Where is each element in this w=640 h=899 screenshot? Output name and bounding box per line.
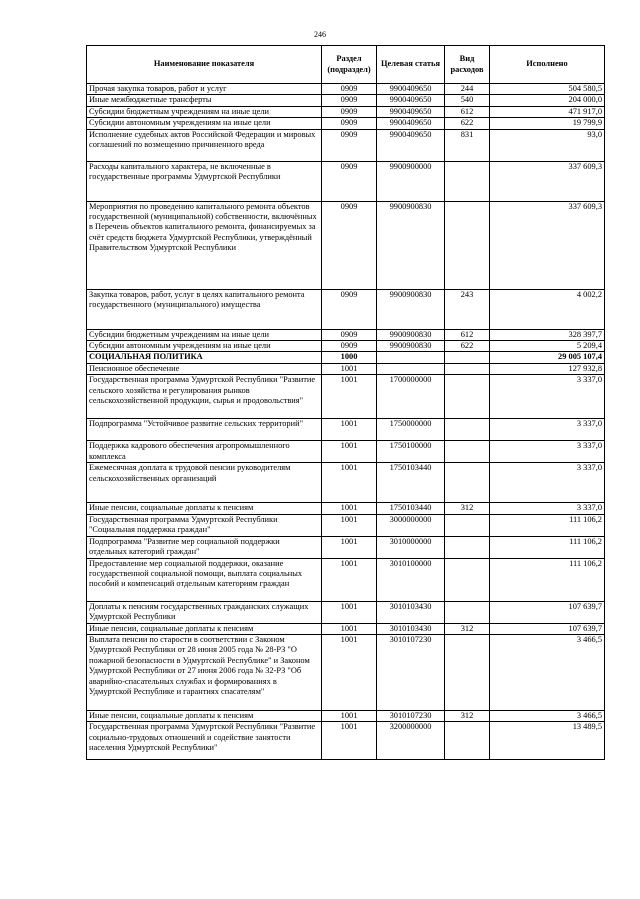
row-section: 0909: [322, 118, 377, 129]
page-number: 246: [314, 30, 326, 39]
row-target: 3010000000: [377, 536, 445, 558]
row-target: [377, 352, 445, 363]
row-target: 3010100000: [377, 558, 445, 601]
row-target: [377, 363, 445, 374]
table-row: [87, 514, 605, 536]
row-target: 3000000000: [377, 514, 445, 536]
row-type: 622: [445, 341, 490, 352]
row-section: 1001: [322, 419, 377, 441]
row-type: [445, 514, 490, 536]
row-target: 9900900830: [377, 329, 445, 340]
row-type: 612: [445, 106, 490, 117]
table-row: [87, 558, 605, 601]
row-amount: 13 489,5: [490, 722, 605, 760]
row-name: Поддержка кадрового обеспечения агропромышленного комплекса: [87, 441, 322, 463]
table-row: [87, 536, 605, 558]
row-name: Субсидии бюджетным учреждениям на иные цели: [87, 329, 322, 340]
row-amount: 3 337,0: [490, 463, 605, 503]
row-target: 9900409650: [377, 95, 445, 106]
row-amount: 29 005 107,4: [490, 352, 605, 363]
row-target: 1750100000: [377, 441, 445, 463]
row-name: Ежемесячная доплата к трудовой пенсии руководителям сельскохозяйственных организаций: [87, 463, 322, 503]
row-target: 9900900830: [377, 201, 445, 289]
row-name: Иные пенсии, социальные доплаты к пенсиям: [87, 503, 322, 514]
table-row: [87, 352, 605, 363]
row-section: 0909: [322, 289, 377, 329]
row-target: 9900900000: [377, 161, 445, 201]
table-row: [87, 106, 605, 117]
table-header-row: [87, 46, 605, 84]
row-name: Прочая закупка товаров, работ и услуг: [87, 84, 322, 95]
row-amount: 5 209,4: [490, 341, 605, 352]
row-type: [445, 375, 490, 419]
row-amount: 3 337,0: [490, 419, 605, 441]
row-section: 1001: [322, 375, 377, 419]
row-section: 0909: [322, 329, 377, 340]
row-name: Предоставление мер социальной поддержки, оказание государственной социальной помощи, выплата социальных пособий и компенсаций отдельным категориям граждан: [87, 558, 322, 601]
row-section: 1001: [322, 536, 377, 558]
table-row: [87, 341, 605, 352]
row-target: 9900409650: [377, 84, 445, 95]
header-type: Вид расходов: [445, 46, 490, 84]
row-amount: 504 580,5: [490, 84, 605, 95]
table-row: [87, 722, 605, 760]
row-section: 0909: [322, 161, 377, 201]
table-body: [87, 84, 605, 760]
row-target: 3010103430: [377, 623, 445, 634]
row-section: 1001: [322, 601, 377, 623]
row-target: 9900900830: [377, 341, 445, 352]
row-section: 1001: [322, 514, 377, 536]
row-section: 1001: [322, 722, 377, 760]
row-type: [445, 441, 490, 463]
row-target: 3010103430: [377, 601, 445, 623]
table-row: [87, 84, 605, 95]
row-section: 1001: [322, 463, 377, 503]
row-type: 312: [445, 623, 490, 634]
row-amount: 337 609,3: [490, 201, 605, 289]
row-amount: 328 397,7: [490, 329, 605, 340]
row-section: 1001: [322, 558, 377, 601]
row-type: [445, 601, 490, 623]
row-name: Подпрограмма "Развитие мер социальной поддержки отдельных категорий граждан": [87, 536, 322, 558]
row-target: 9900409650: [377, 129, 445, 161]
row-section: 1001: [322, 441, 377, 463]
table-row: [87, 118, 605, 129]
row-name: Иные пенсии, социальные доплаты к пенсиям: [87, 623, 322, 634]
row-amount: 3 337,0: [490, 503, 605, 514]
header-name: Наименование показателя: [87, 46, 322, 84]
row-name: СОЦИАЛЬНАЯ ПОЛИТИКА: [87, 352, 322, 363]
row-target: 9900409650: [377, 106, 445, 117]
table-row: [87, 711, 605, 722]
row-amount: 471 917,0: [490, 106, 605, 117]
row-section: 1001: [322, 711, 377, 722]
row-section: 0909: [322, 201, 377, 289]
table-row: [87, 289, 605, 329]
row-amount: 3 337,0: [490, 375, 605, 419]
row-type: 612: [445, 329, 490, 340]
row-section: 0909: [322, 95, 377, 106]
row-type: 831: [445, 129, 490, 161]
row-amount: 111 106,2: [490, 536, 605, 558]
row-amount: 111 106,2: [490, 558, 605, 601]
row-amount: 204 000,0: [490, 95, 605, 106]
row-type: 244: [445, 84, 490, 95]
row-target: 9900409650: [377, 118, 445, 129]
row-name: Выплата пенсии по старости в соответствии с Законом Удмуртской Республики от 28 июня 2005 года № 28-РЗ "О пожарной безопасности в Удмуртской Республике" и Законом Удмуртской Республики от 27 июня 2006 года № 32-РЗ "Об аварийно-спасательных службах и формированиях в Удмуртской Республике и гарантиях спасателям": [87, 635, 322, 711]
row-type: [445, 558, 490, 601]
row-target: 1750000000: [377, 419, 445, 441]
row-name: Расходы капитального характера, не включенные в государственные программы Удмуртской Республики: [87, 161, 322, 201]
row-type: 622: [445, 118, 490, 129]
row-section: 1001: [322, 503, 377, 514]
table-row: [87, 441, 605, 463]
row-type: [445, 722, 490, 760]
table-row: [87, 129, 605, 161]
row-target: 3200000000: [377, 722, 445, 760]
row-section: 0909: [322, 84, 377, 95]
row-name: Государственная программа Удмуртской Республики "Социальная поддержка граждан": [87, 514, 322, 536]
row-section: 1001: [322, 363, 377, 374]
row-name: Исполнение судебных актов Российской Федерации и мировых соглашений по возмещению причиненного вреда: [87, 129, 322, 161]
row-name: Мероприятия по проведению капитального ремонта объектов государственной (муниципальной) собственности, включённых в Перечень объектов капитального ремонта, финансируемых за счёт средств бюджета Удмуртской Республики, утверждённый Правительством Удмуртской Республики: [87, 201, 322, 289]
row-target: 9900900830: [377, 289, 445, 329]
row-type: [445, 635, 490, 711]
row-section: 0909: [322, 106, 377, 117]
row-type: 312: [445, 711, 490, 722]
row-name: Государственная программа Удмуртской Республики "Развитие социально-трудовых отношений и содействие занятости населения Удмуртской Республики": [87, 722, 322, 760]
row-amount: 93,0: [490, 129, 605, 161]
row-target: 1750103440: [377, 463, 445, 503]
row-name: Пенсионное обеспечение: [87, 363, 322, 374]
row-target: 3010107230: [377, 711, 445, 722]
table-row: [87, 375, 605, 419]
row-amount: 107 639,7: [490, 623, 605, 634]
table-row: [87, 623, 605, 634]
table-row: [87, 503, 605, 514]
row-name: Субсидии автономным учреждениям на иные цели: [87, 118, 322, 129]
row-target: 3010107230: [377, 635, 445, 711]
row-amount: 4 002,2: [490, 289, 605, 329]
row-amount: 3 466,5: [490, 635, 605, 711]
header-target: Целевая статья: [377, 46, 445, 84]
row-type: 312: [445, 503, 490, 514]
row-name: Закупка товаров, работ, услуг в целях капитального ремонта государственного (муниципального) имущества: [87, 289, 322, 329]
row-type: [445, 463, 490, 503]
table-row: [87, 601, 605, 623]
row-amount: 127 932,8: [490, 363, 605, 374]
row-amount: 337 609,3: [490, 161, 605, 201]
table-row: [87, 463, 605, 503]
budget-table: [86, 45, 605, 760]
table-row: [87, 419, 605, 441]
row-type: [445, 536, 490, 558]
row-name: Субсидии автономным учреждениям на иные цели: [87, 341, 322, 352]
row-type: [445, 363, 490, 374]
row-name: Подпрограмма "Устойчивое развитие сельских территорий": [87, 419, 322, 441]
row-type: [445, 201, 490, 289]
row-name: Иные пенсии, социальные доплаты к пенсиям: [87, 711, 322, 722]
row-type: [445, 419, 490, 441]
header-executed: Исполнено: [490, 46, 605, 84]
row-amount: 111 106,2: [490, 514, 605, 536]
row-amount: 107 639,7: [490, 601, 605, 623]
row-type: 243: [445, 289, 490, 329]
table-row: [87, 363, 605, 374]
row-type: [445, 352, 490, 363]
row-section: 0909: [322, 129, 377, 161]
table-row: [87, 161, 605, 201]
row-target: 1750103440: [377, 503, 445, 514]
row-section: 1000: [322, 352, 377, 363]
table-row: [87, 95, 605, 106]
row-name: Субсидии бюджетным учреждениям на иные цели: [87, 106, 322, 117]
row-amount: 3 466,5: [490, 711, 605, 722]
row-amount: 3 337,0: [490, 441, 605, 463]
row-section: 0909: [322, 341, 377, 352]
header-section: Раздел (подраздел): [322, 46, 377, 84]
row-amount: 19 799,9: [490, 118, 605, 129]
table-row: [87, 635, 605, 711]
row-name: Государственная программа Удмуртской Республики "Развитие сельского хозяйства и регулирования рынков сельскохозяйственной продукции, сырья и продовольствия": [87, 375, 322, 419]
row-type: [445, 161, 490, 201]
row-name: Иные межбюджетные трансферты: [87, 95, 322, 106]
table-row: [87, 201, 605, 289]
row-section: 1001: [322, 635, 377, 711]
row-target: 1700000000: [377, 375, 445, 419]
table-row: [87, 329, 605, 340]
row-type: 540: [445, 95, 490, 106]
row-section: 1001: [322, 623, 377, 634]
row-name: Доплаты к пенсиям государственных гражданских служащих Удмуртской Республики: [87, 601, 322, 623]
